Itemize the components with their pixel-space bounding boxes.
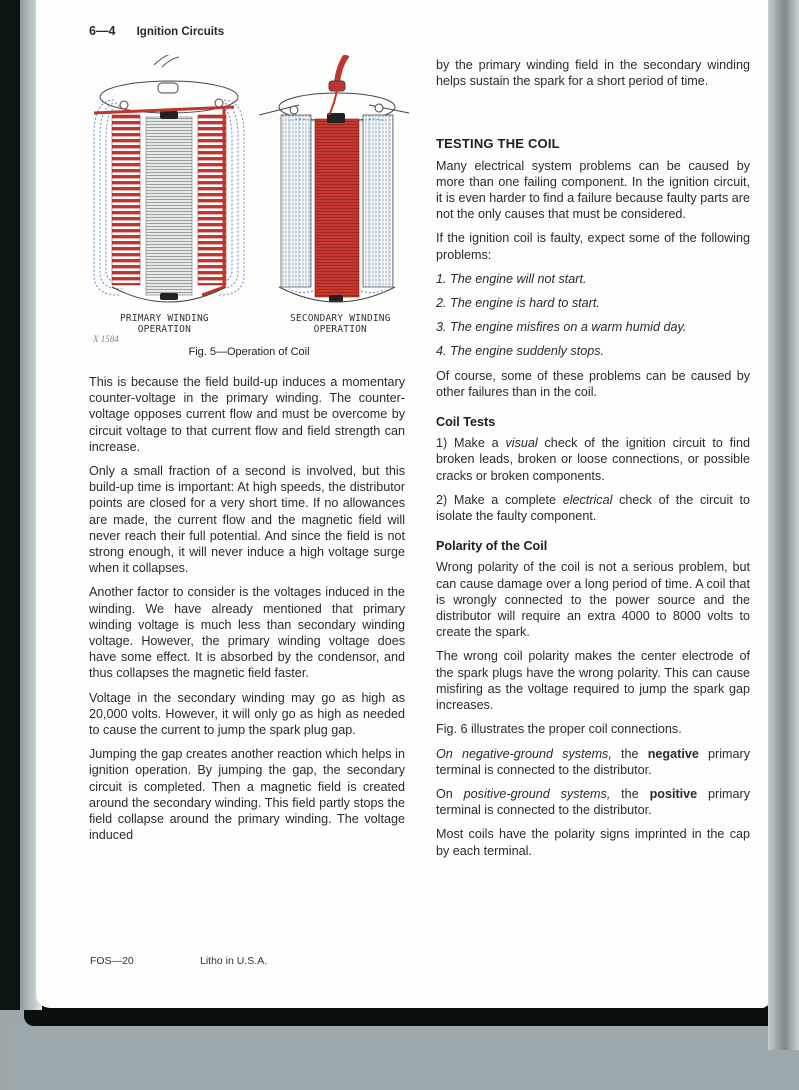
paragraph: Wrong polarity of the coil is not a serious problem, but can cause damage over a long period of time. A coil that is wrongly connected to the power source and the distributor will require an extra 4000 to 8000 volts to create the spark.: [436, 560, 750, 640]
bold-text: positive: [649, 786, 698, 801]
primary-winding-label: [120, 313, 209, 335]
figure-caption: Fig. 5—Operation of Coil: [188, 346, 310, 358]
footer-code: FOS—20: [90, 955, 134, 967]
paragraph: Of course, some of these problems can be caused by other failures than in the coil.: [436, 368, 750, 399]
paragraph: Many electrical system problems can be caused by more than one failing component. In the ignition circuit, it is even harder to find a failure because faulty parts are not the only causes that must be considered.: [436, 158, 750, 222]
polarity-heading: Polarity of the Coil: [436, 539, 548, 554]
page-stack-edge: [768, 0, 799, 1050]
test-step-2: [436, 492, 750, 524]
paragraph: This is because the field build-up induces a momentary counter-voltage in the primary winding. The counter-voltage opposes current flow and must be overcome by circuit voltage to that current flow and field strength can increase.: [89, 375, 405, 454]
text: primary terminal is connected to the distributor.: [436, 746, 751, 777]
primary-winding-diagram: [94, 55, 244, 302]
book-spine-shadow: [0, 0, 22, 1010]
paragraph: Most coils have the polarity signs imprinted in the cap by each terminal.: [436, 827, 750, 858]
primary-winding-label-line2: OPERATION: [137, 324, 192, 335]
paragraph: Voltage in the secondary winding may go as high as 20,000 volts. However, it will only go as high as needed to cause the current to jump the spark plug gap.: [89, 690, 405, 738]
continuation-paragraph: by the primary winding field in the secondary winding helps sustain the spark for a short period of time.: [436, 58, 750, 89]
problem-item: 2. The engine is hard to start.: [436, 296, 600, 311]
secondary-winding-label: [290, 313, 391, 335]
paragraph: Only a small fraction of a second is involved, but this build-up time is important: At high speeds, the distributor points are closed for a very short time. If no allowances are made, the current flow and the magnetic field will never reach their full potential. And since the field is not strong enough, it will never induce a high voltage surge when it collapses.: [89, 464, 405, 576]
text: 1) Make a: [436, 436, 506, 451]
problem-item: 3. The engine misfires on a warm humid day.: [436, 320, 687, 335]
test-step-1: [436, 435, 750, 484]
testing-the-coil-heading: TESTING THE COIL: [436, 136, 560, 152]
text: check of the ignition circuit to find broken leads, broken or loose connections, or possible cracks or broken components.: [436, 436, 750, 483]
primary-winding-label-line1: PRIMARY WINDING: [120, 313, 209, 324]
text: 2) Make a complete: [436, 492, 563, 507]
problem-item: 1. The engine will not start.: [436, 271, 587, 286]
scanner-background: [14, 1024, 799, 1090]
page-number: 6—4: [89, 24, 116, 38]
paragraph: The wrong coil polarity makes the center electrode of the spark plugs have the wrong polarity. This can cause misfiring as the voltage required to jump the spark gap increases.: [436, 649, 750, 713]
problem-item: 4. The engine suddenly stops.: [436, 344, 605, 359]
text: check of the circuit to isolate the faulty component.: [436, 492, 750, 524]
left-column: [89, 374, 405, 851]
text: primary terminal is connected to the distributor.: [436, 786, 750, 818]
paragraph: Fig. 6 illustrates the proper coil connections.: [436, 722, 682, 737]
coil-figure: [84, 55, 414, 365]
secondary-winding-diagram: [259, 55, 409, 302]
running-header: [89, 24, 224, 38]
figure-code: X 1584: [93, 334, 119, 344]
emphasis: On negative-ground systems,: [436, 746, 612, 761]
text: On: [436, 786, 464, 801]
paragraph: Another factor to consider is the voltages induced in the winding. We have already mentioned that primary winding voltage is much less than secondary winding voltage. However, the primary winding voltage does have some effect. It is absorbed by the condensor, and thus collapses the magnetic field faster.: [89, 585, 405, 681]
paragraph: Jumping the gap creates another reaction which helps in ignition operation. By jumping the gap, the secondary circuit is completed. Then a magnetic field is created around the secondary winding. This field partly stops the field collapse around the primary winding. The voltage induced: [89, 747, 405, 843]
positive-ground-paragraph: [436, 786, 750, 818]
text: the: [610, 786, 650, 801]
coil-tests-heading: Coil Tests: [436, 415, 496, 430]
secondary-winding-label-line1: SECONDARY WINDING: [290, 313, 391, 324]
negative-ground-paragraph: [436, 746, 750, 778]
secondary-winding-label-line2: OPERATION: [313, 324, 367, 335]
page-bottom-shadow: [24, 1006, 799, 1026]
paragraph: If the ignition coil is faulty, expect some of the following problems:: [436, 231, 750, 262]
emphasis: visual: [505, 436, 538, 451]
right-column: [436, 57, 750, 867]
footer-printed: Litho in U.S.A.: [200, 955, 268, 967]
bold-text: negative: [647, 746, 699, 761]
section-title: Ignition Circuits: [136, 26, 225, 38]
text: the: [611, 746, 648, 761]
coil-illustration: [84, 55, 414, 305]
emphasis: electrical: [562, 492, 613, 507]
emphasis: positive-ground systems,: [463, 786, 611, 801]
